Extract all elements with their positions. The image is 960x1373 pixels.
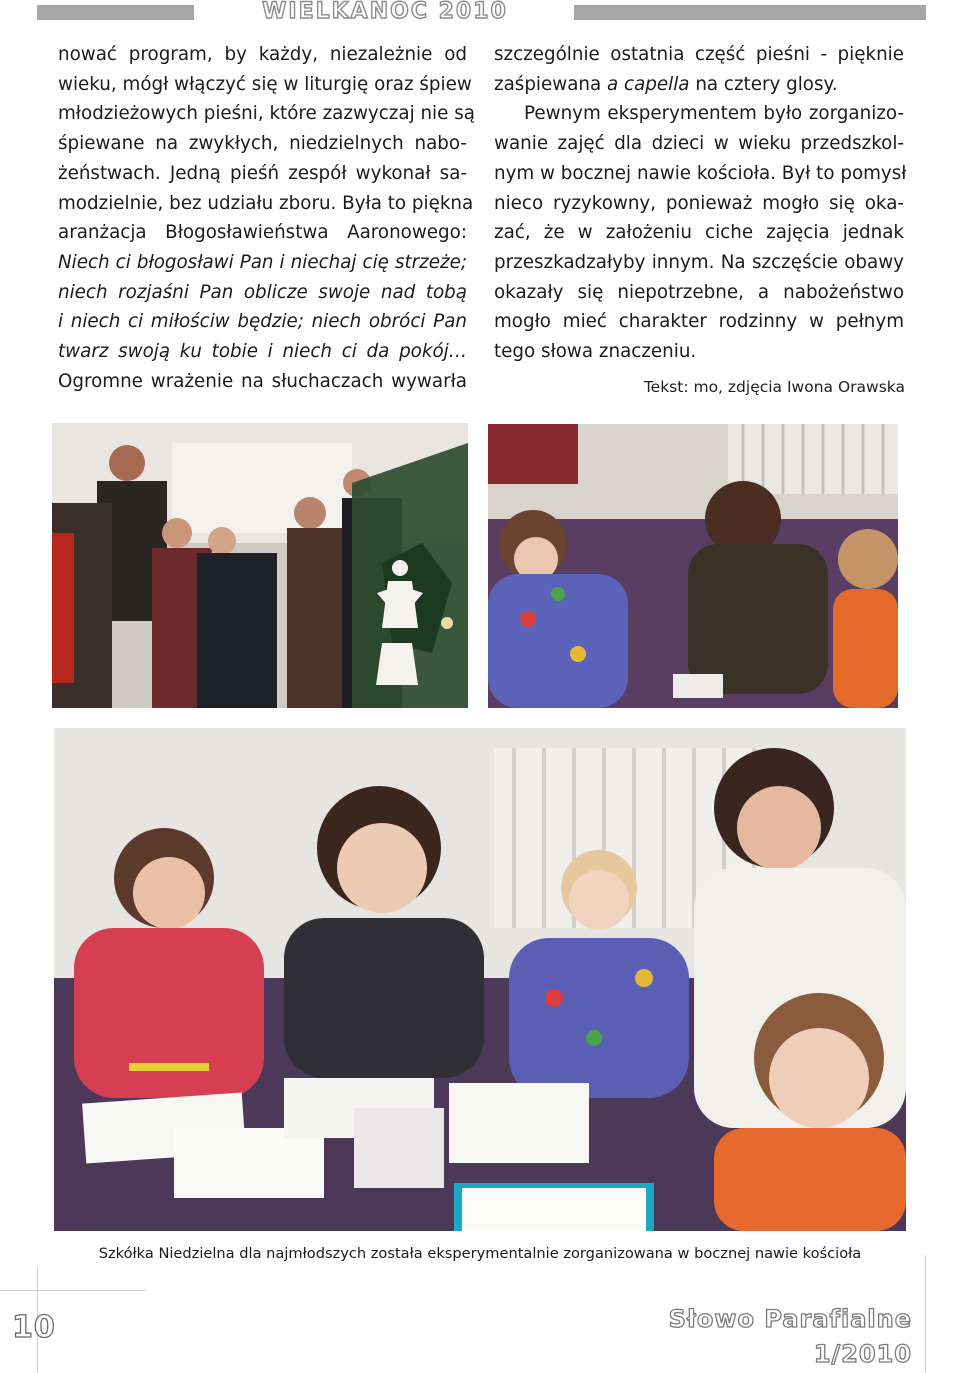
photo-children-drawing — [54, 728, 906, 1231]
text-line — [494, 70, 904, 100]
text-line: nować program, by każdy, niezależnie od — [58, 44, 467, 65]
footer-rule-horizontal — [0, 1290, 146, 1291]
text-line-quote: i niech ci miłościw będzie; niech obróci Pan — [58, 311, 467, 333]
text-line: młodzieżowych pieśni, które zazwyczaj nie są — [58, 103, 475, 125]
text-line: szczególnie ostatnia część pieśni - pięknie — [494, 44, 904, 65]
text-line: wanie zajęć dla dzieci w wieku przedszkol- — [494, 133, 904, 155]
text-line: okazały się niepotrzebne, a nabożeństwo — [494, 281, 904, 303]
text-line: Pewnym eksperymentem było zorganizo- — [524, 103, 904, 125]
photo-credit: Tekst: mo, zdjęcia Iwona Orawska — [643, 378, 905, 396]
photo-children-playing — [488, 424, 898, 708]
text-line-quote: niech rozjaśni Pan oblicze swoje nad tobą — [58, 281, 467, 303]
header-bar-right — [574, 5, 926, 20]
text-line: przeszkadzałyby innym. Na szczęście obawy — [494, 251, 904, 273]
section-title: WIELKANOC 2010 — [262, 0, 508, 24]
article-left-column — [58, 40, 475, 396]
footer-rule-vertical-right — [925, 1255, 926, 1373]
article-right-column — [494, 40, 907, 367]
text-line-quote: Niech ci błogosławi Pan i niechaj cię strzeże; — [58, 251, 467, 273]
publication-title: Słowo Parafialne — [668, 1305, 912, 1333]
text-line: śpiewane na zwykłych, niedzielnych nabo- — [58, 133, 467, 155]
text-fragment-italic: a capella — [607, 73, 690, 95]
text-line-quote: twarz swoją ku tobie i niech ci da pokój… — [58, 341, 467, 363]
photo-caption: Szkółka Niedzielna dla najmłodszych została eksperymentalnie zorganizowana w bocznej nawie kościoła — [98, 1245, 862, 1262]
text-line: nieco ryzykowny, ponieważ mogło się oka- — [494, 192, 904, 214]
text-line: tego słowa znaczeniu. — [494, 341, 697, 363]
text-line: żeństwach. Jedną pieśń zespół wykonał sa- — [58, 162, 467, 184]
photo-congregation — [52, 423, 468, 708]
page-number: 10 — [12, 1310, 56, 1345]
text-fragment: zaśpiewana — [494, 73, 602, 95]
text-line: Ogromne wrażenie na słuchaczach wywarła — [58, 370, 467, 392]
text-line: mogło mieć charakter rodzinny w pełnym — [494, 311, 904, 333]
text-line: aranżacja Błogosławieństwa Aaronowego: — [58, 222, 467, 244]
text-line: nym w bocznej nawie kościoła. Był to pomysł — [494, 162, 907, 184]
text-line: wieku, mógł włączyć się w liturgię oraz śpiew — [58, 73, 472, 95]
text-line: zać, że w założeniu ciche zajęcia jednak — [494, 222, 904, 244]
issue-number: 1/2010 — [813, 1340, 912, 1368]
header-bar-left — [37, 5, 194, 20]
text-fragment: na cztery glosy. — [695, 73, 838, 95]
text-line: modzielnie, bez udziału zboru. Była to piękna — [58, 192, 474, 214]
